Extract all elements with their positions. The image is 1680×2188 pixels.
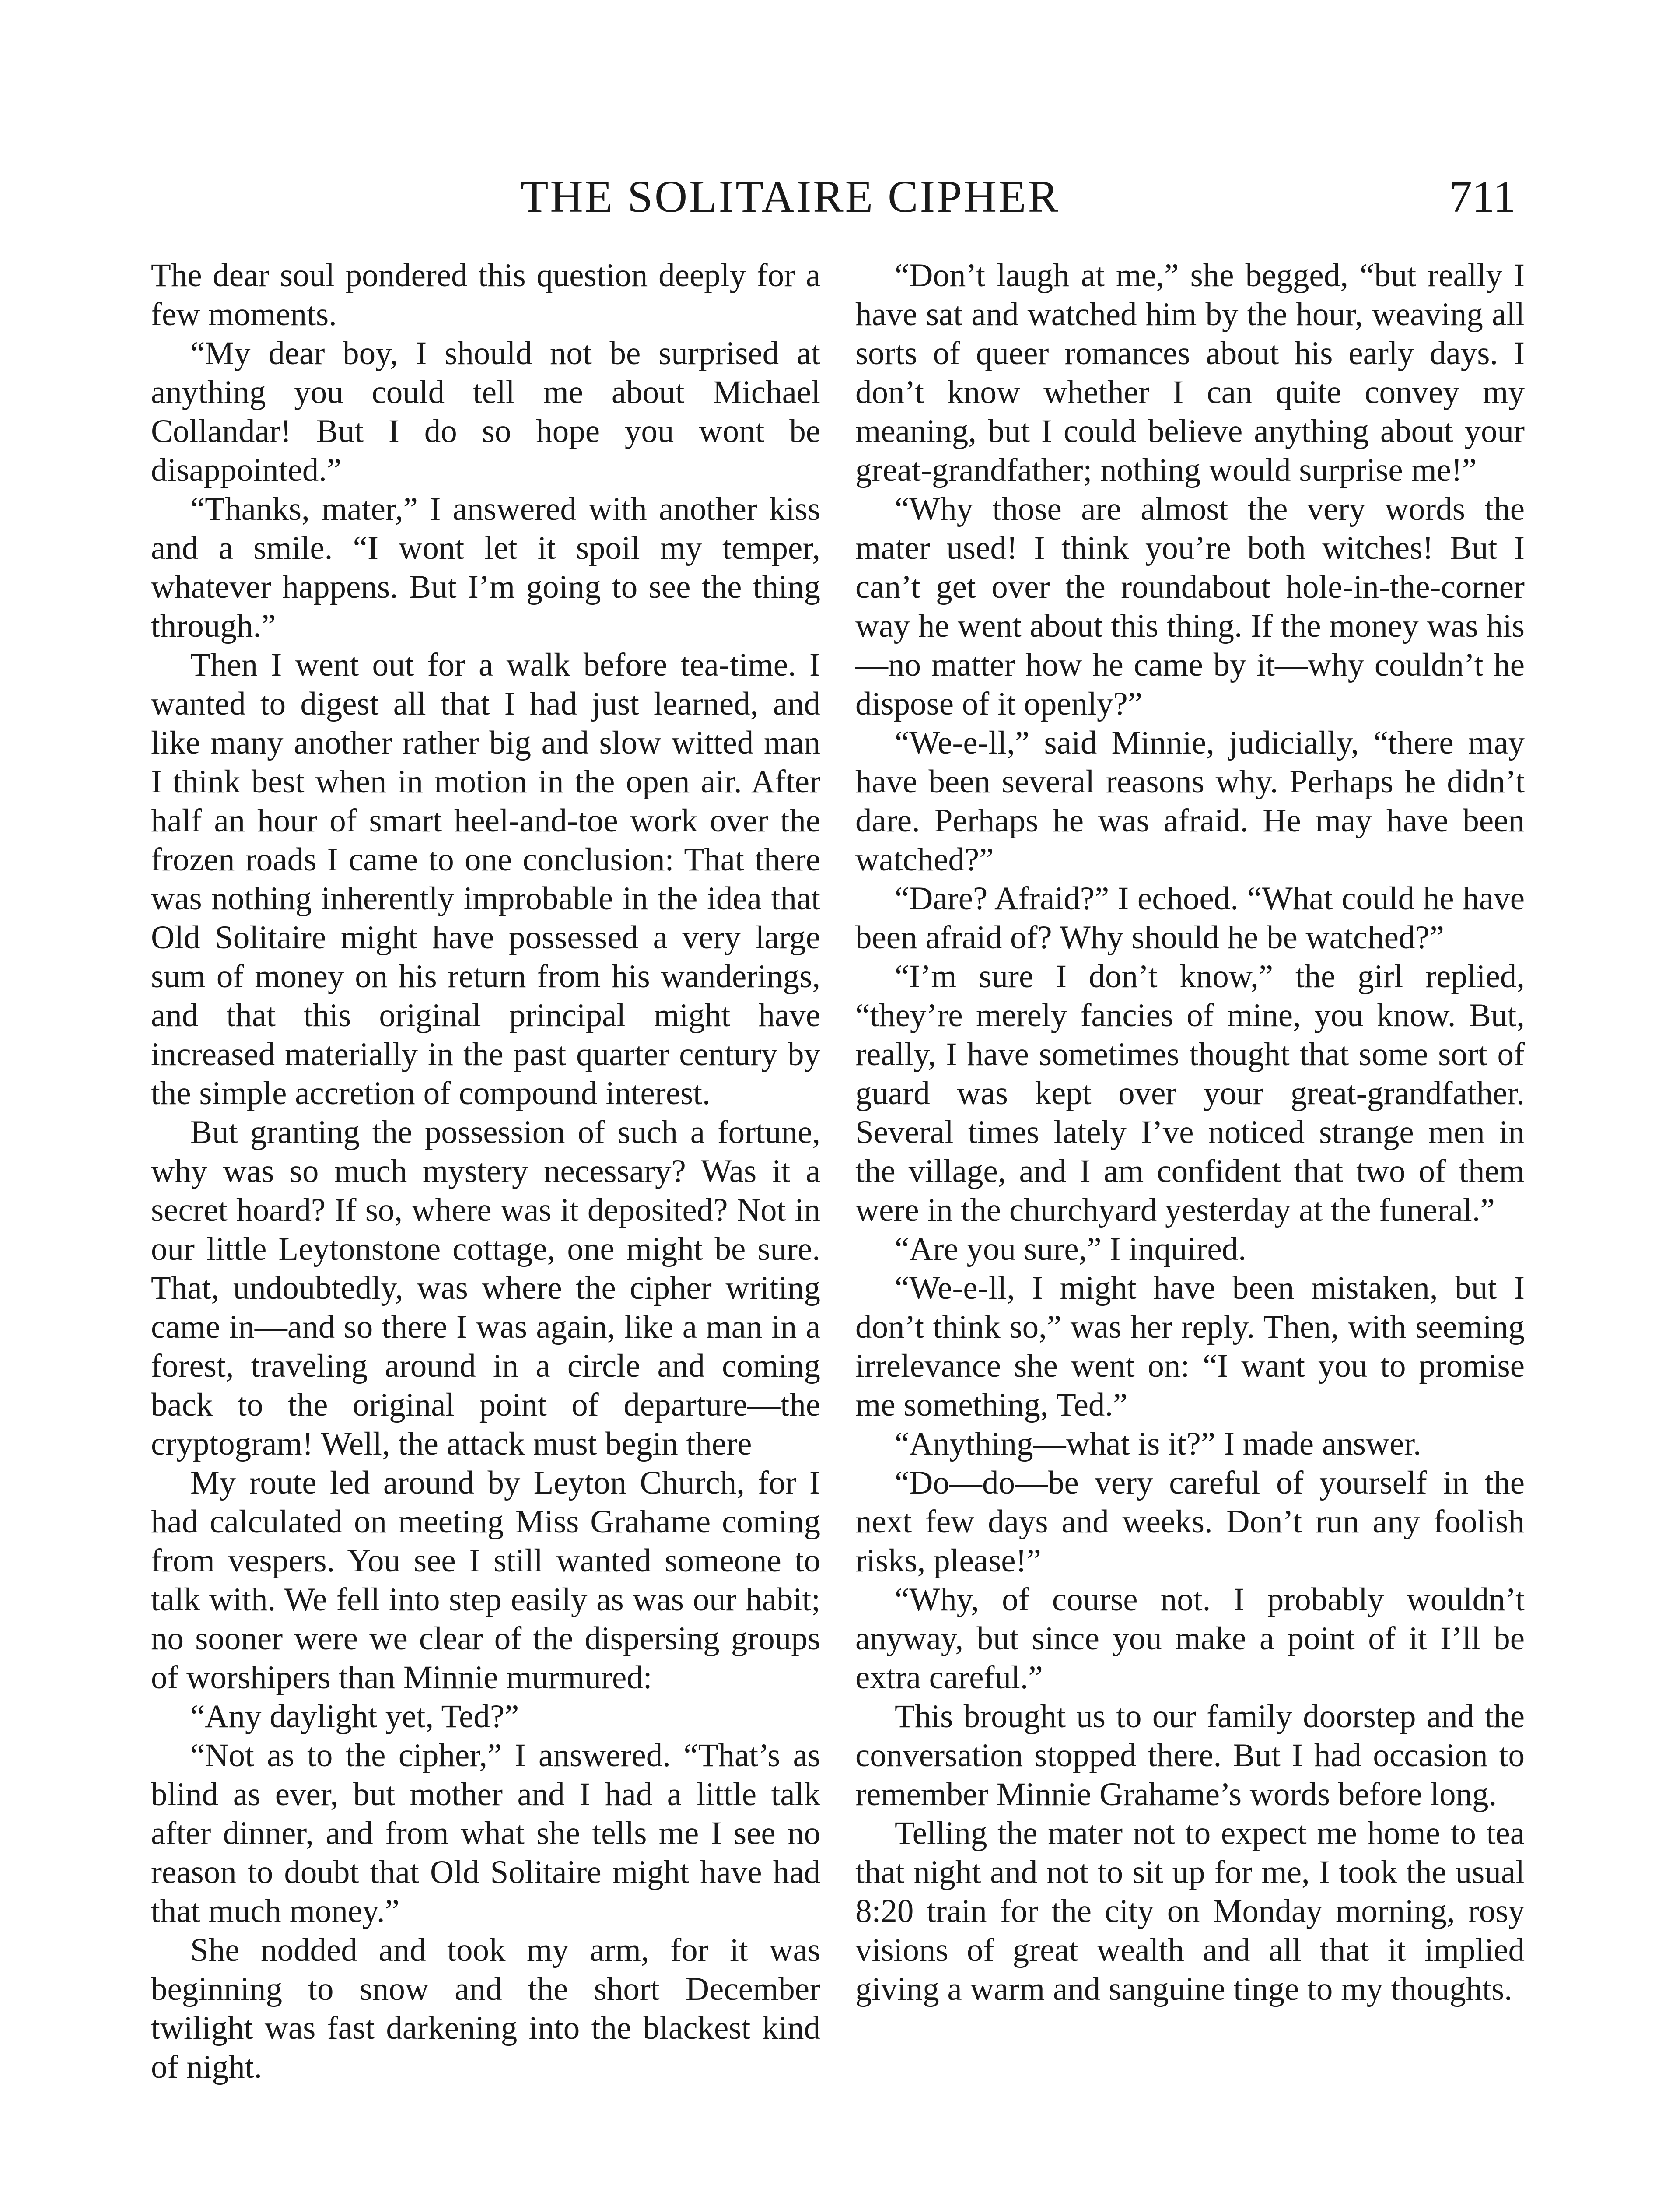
paragraph: “My dear boy, I should not be surprised at anything you could tell me about Michael Collandar! But I do so hope you wont be disappointed.” [151,335,820,488]
paragraph: She nodded and took my arm, for it was beginning to snow and the short December twilight was fast darkening into the blackest kind of night. [151,1932,820,2085]
paragraph: The dear soul pondered this question deeply for a few moments. [151,257,820,333]
paragraph: “Anything—what is it?” I made answer. [895,1426,1421,1462]
left-column [151,256,820,2086]
paragraph: “Do—do—be very careful of yourself in the next few days and weeks. Don’t run any foolish risks, please!” [855,1465,1525,1579]
paragraph: “Are you sure,” I inquired. [895,1231,1246,1267]
paragraph: Then I went out for a walk before tea-time. I wanted to digest all that I had just learned, and like many another rather big and slow witted man I think best when in motion in the open air. After half an hour of smart heel-and-toe work over the frozen roads I came to one conclusion: That there was nothing inherently improbable in the idea that Old Solitaire might have possessed a very large sum of money on his return from his wanderings, and that this original principal might have increased materially in the past quarter century by the simple accretion of compound interest. [151,647,820,1112]
paragraph: “Thanks, mater,” I answered with another kiss and a smile. “I wont let it spoil my temper, whatever happens. But I’m going to see the thing through.” [151,491,820,644]
paragraph: This brought us to our family doorstep and the conversation stopped there. But I had occasion to remember Minnie Grahame’s words before long. [855,1698,1525,1813]
paragraph: “Don’t laugh at me,” she begged, “but really I have sat and watched him by the hour, weaving all sorts of queer romances about his early days. I don’t know whether I can quite convey my meaning, but I could believe anything about your great-grandfather; nothing would surprise me!” [855,257,1525,488]
paragraph: “Dare? Afraid?” I echoed. “What could he have been afraid of? Why should he be watched?” [855,880,1525,956]
paragraph: “Why, of course not. I probably wouldn’t anyway, but since you make a point of it I’ll be extra careful.” [855,1581,1525,1696]
paragraph: “Why those are almost the very words the mater used! I think you’re both witches! But I can’t get over the roundabout hole-in-the-corner way he went about this thing. If the money was his—no matter how he came by it—why couldn’t he dispose of it openly?” [855,491,1525,722]
paragraph: “Any daylight yet, Ted?” [190,1698,519,1735]
running-title: THE SOLITAIRE CIPHER [521,172,1060,222]
paragraph: “I’m sure I don’t know,” the girl replied, “they’re merely fancies of mine, you know. But, really, I have sometimes thought that some sort of guard was kept over your great-grandfather. Several times lately I’ve noticed strange men in the village, and I am confident that two of them were in the churchyard yesterday at the funeral.” [855,958,1525,1228]
paragraph: “Not as to the cipher,” I answered. “That’s as blind as ever, but mother and I had a little talk after dinner, and from what she tells me I see no reason to doubt that Old Solitaire might have had that much money.” [151,1737,820,1929]
paragraph: My route led around by Leyton Church, for I had calculated on meeting Miss Grahame coming from vespers. You see I still wanted someone to talk with. We fell into step easily as was our habit; no sooner were we clear of the dispersing groups of worshipers than Minnie murmured: [151,1465,820,1696]
paragraph: Telling the mater not to expect me home to tea that night and not to sit up for me, I took the usual 8:20 train for the city on Monday morning, rosy visions of great wealth and all that it implied giving a warm and sanguine tinge to my thoughts. [855,1815,1525,2007]
right-column [855,256,1525,2009]
paragraph: “We-e-ll,” said Minnie, judicially, “there may have been several reasons why. Perhaps he didn’t dare. Perhaps he was afraid. He may have been watched?” [855,725,1525,878]
page-header [151,171,1516,236]
page-number: 711 [1449,172,1516,222]
paragraph: “We-e-ll, I might have been mistaken, but I don’t think so,” was her reply. Then, with seeming irrelevance she went on: “I want you to promise me something, Ted.” [855,1270,1525,1423]
paragraph: But granting the possession of such a fortune, why was so much mystery necessary? Was it a secret hoard? If so, where was it deposited? Not in our little Leytonstone cottage, one might be sure. That, undoubtedly, was where the cipher writing came in—and so there I was again, like a man in a forest, traveling around in a circle and coming back to the original point of departure—the cryptogram! Well, the attack must begin there [151,1114,820,1462]
